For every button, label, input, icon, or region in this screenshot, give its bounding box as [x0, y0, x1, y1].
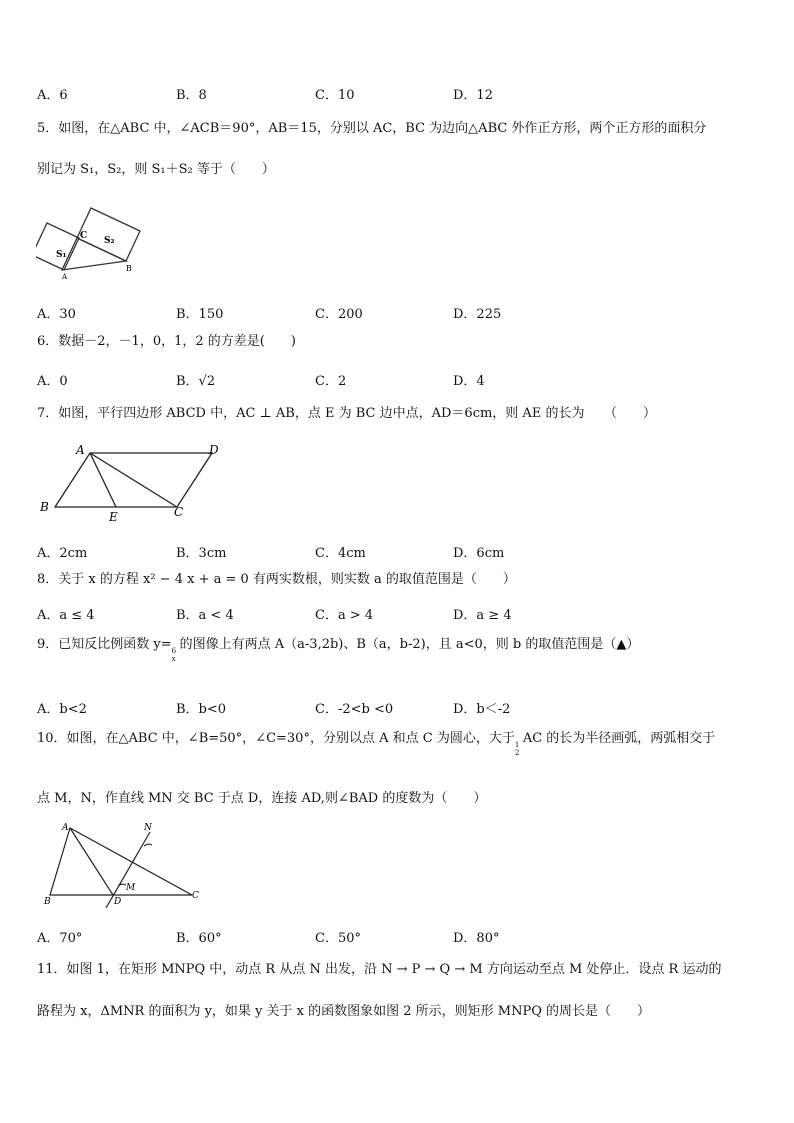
- q5-label-c: C: [80, 231, 88, 241]
- q11-stem-line2: 路程为 x，ΔMNR 的面积为 y，如果 y 关于 x 的函数图象如图 2 所示，则矩形 MNPQ 的周长是（ ）: [37, 1004, 651, 1019]
- q6-option-b: B．√2: [176, 374, 216, 389]
- q5-label-b: B: [126, 264, 132, 273]
- q4-option-b: B．8: [176, 88, 207, 103]
- q10-label-n: N: [144, 823, 152, 833]
- q5-label-a: A: [62, 273, 68, 280]
- q6-option-a: A．0: [37, 374, 68, 389]
- q10-option-c: C．50°: [315, 931, 361, 946]
- q9-frac-num: 6: [171, 646, 177, 655]
- q7-label-a: A: [76, 443, 85, 457]
- q7-figure: [36, 440, 236, 528]
- q6-option-c: C．2: [315, 374, 347, 389]
- q9-option-d: D．b＜-2: [453, 702, 511, 717]
- q7-stem: 7．如图，平行四边形 ABCD 中，AC ⊥ AB，点 E 为 BC 边中点，AD＝6cm，则 AE 的长为 （ ）: [37, 406, 656, 421]
- q8-option-c: C．a > 4: [315, 608, 374, 623]
- q8-stem: 8．关于 x 的方程 x² − 4 x + a = 0 有两实数根，则实数 a 的取值范围是（ ）: [37, 572, 516, 587]
- q10-stem-line2: 点 M，N，作直线 MN 交 BC 于点 D，连接 AD,则∠BAD 的度数为（ ）: [37, 791, 487, 806]
- q10-figure: [38, 820, 208, 910]
- q9-stem-part2: 的图像上有两点 A（a-3,2b)、B（a，b-2)，且 a<0，则 b 的取值范围是（▲）: [179, 637, 640, 652]
- q10-option-b: B．60°: [176, 931, 222, 946]
- q10-option-d: D．80°: [453, 931, 500, 946]
- q7-option-d: D．6cm: [453, 546, 505, 561]
- q6-option-d: D．4: [453, 374, 485, 389]
- q5-stem-line2: 别记为 S₁，S₂，则 S₁＋S₂ 等于（ ）: [37, 162, 275, 177]
- q7-label-e: E: [109, 510, 118, 524]
- q9-stem-part1: 9．已知反比例函数 y=: [37, 637, 172, 652]
- q5-option-d: D．225: [453, 307, 502, 322]
- q5-stem-line1: 5．如图，在△ABC 中，∠ACB＝90°，AB＝15，分别以 AC，BC 为边向△ABC 外作正方形，两个正方形的面积分: [37, 121, 707, 136]
- q9-option-b: B．b<0: [176, 702, 227, 717]
- q6-stem: 6．数据－2，－1，0，1，2 的方差是( ): [37, 334, 296, 349]
- q9-option-a: A．b<2: [37, 702, 87, 717]
- q7-option-b: B．3cm: [176, 546, 227, 561]
- q9-fraction: [171, 640, 180, 663]
- q7-label-c: C: [174, 505, 184, 519]
- q10-label-d: D: [114, 897, 122, 907]
- q10-stem-part2: AC 的长为半径画弧，两弧相交于: [522, 731, 716, 746]
- q8-option-b: B．a < 4: [176, 608, 234, 623]
- q7-option-c: C．4cm: [315, 546, 366, 561]
- q10-stem-part1: 10．如图，在△ABC 中，∠B=50°，∠C=30°，分别以点 A 和点 C 为圆心，大于: [37, 731, 515, 746]
- q5-option-c: C．200: [315, 307, 363, 322]
- q9-option-c: C．-2<b <0: [315, 702, 394, 717]
- q5-label-s1: S₁: [56, 250, 67, 260]
- q7-label-d: D: [209, 443, 219, 457]
- q7-option-a: A．2cm: [37, 546, 88, 561]
- q8-option-d: D．a ≥ 4: [453, 608, 512, 623]
- q10-option-a: A．70°: [37, 931, 83, 946]
- q7-label-b: B: [40, 500, 49, 514]
- q9-frac-den: x: [171, 654, 176, 663]
- q5-option-b: B．150: [176, 307, 224, 322]
- q5-label-s2: S₂: [104, 236, 115, 246]
- q10-frac-den: 2: [514, 748, 520, 757]
- q8-option-a: A．a ≤ 4: [37, 608, 95, 623]
- q5-figure: [36, 205, 156, 280]
- q10-label-c: C: [192, 891, 199, 901]
- q4-option-d: D．12: [453, 88, 493, 103]
- q4-option-a: A．6: [37, 88, 68, 103]
- q5-option-a: A．30: [37, 307, 76, 322]
- q10-label-m: M: [126, 883, 136, 893]
- q10-frac-num: 1: [514, 740, 520, 749]
- q10-fraction: [514, 734, 523, 757]
- q10-label-b: B: [44, 897, 51, 907]
- q10-label-a: A: [62, 823, 69, 833]
- q11-stem-line1: 11．如图 1，在矩形 MNPQ 中，动点 R 从点 N 出发，沿 N → P → Q → M 方向运动至点 M 处停止．设点 R 运动的: [37, 962, 722, 977]
- q4-option-c: C．10: [315, 88, 355, 103]
